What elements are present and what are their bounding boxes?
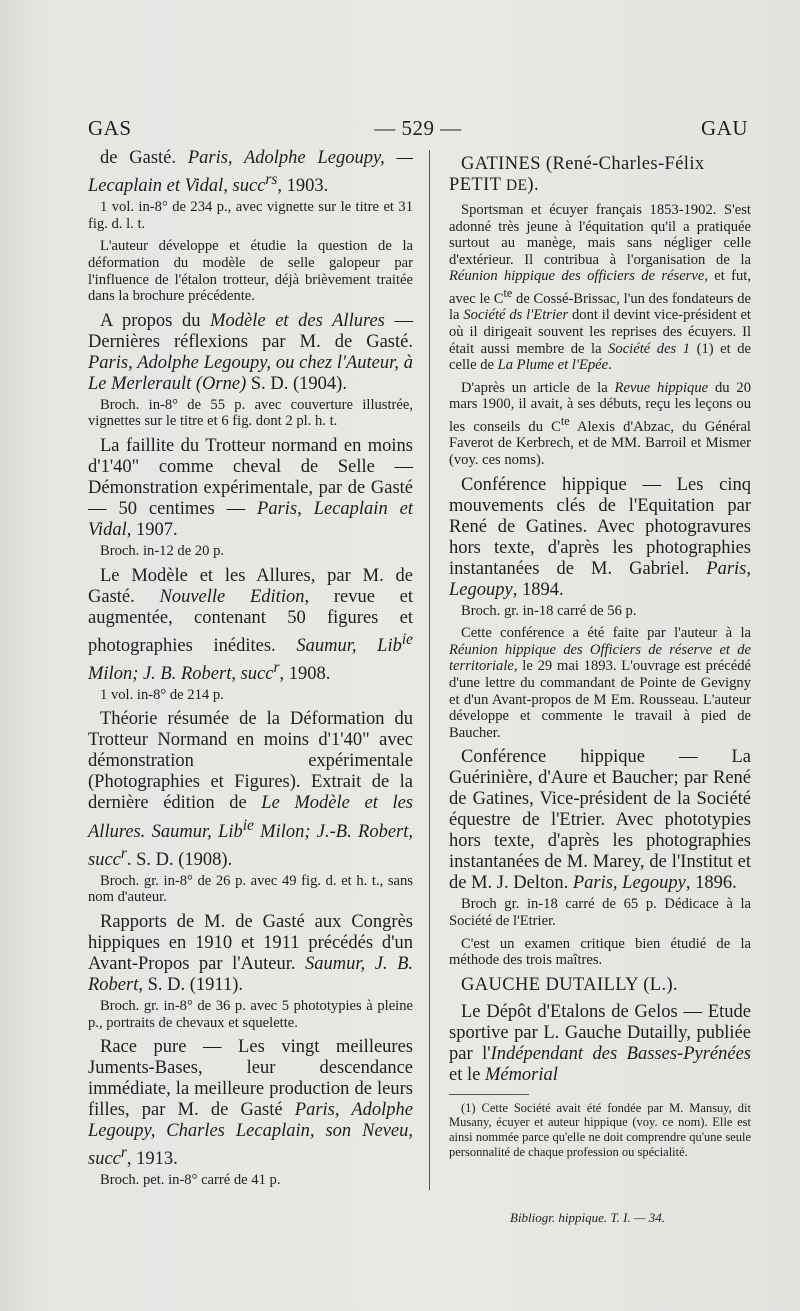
header-left-guide: GAS	[88, 116, 132, 140]
footnote: (1) Cette Société avait été fondée par M. Mansuy, dit Musany, écuyer et auteur hippique (voy. ce nom). Elle est ainsi nommée parce qu'elle ne doit comprendre qu'une seule personnalité de chaque profession ou spécialité.	[449, 1100, 751, 1159]
right-note-2: D'après un article de la Revue hippique du 20 mars 1900, il avait, à ses débuts, reçu les leçons ou les conseils du $C^{te}$ Alexis d'Abzac, du Général Faverot de Kerbrech, et de MM. Barroil et Mismer (voy. ces noms).	[449, 379, 751, 469]
left-entry-7: Le Modèle et les Allures, par M. de Gasté. Nouvelle Edition, revue et augmentée, contenant 50 figures et photographies inédites. Saumur, Lib$^{ie}$ Milon; J. B. Robert, succ$^r$, 1908.	[88, 565, 414, 684]
left-note-14: Broch. pet. in-8° carré de 41 p.	[100, 1172, 281, 1189]
running-header	[88, 116, 748, 144]
left-entry-5: La faillite du Trotteur normand en moins d'1'40" comme cheval de Selle — Démonstration expérimentale, par de Gasté — 50 centimes — Paris, Lecaplain et Vidal, 1907.	[88, 435, 413, 540]
footnote-rule	[449, 1094, 529, 1095]
right-note-8: C'est un examen critique bien étudié de la méthode des trois maîtres.	[449, 935, 751, 969]
left-note-2: L'auteur développe et étudie la question de la déformation du modèle de selle galopeur par l'influence de l'étalon trotteur, déjà brièvement traitée dans la brochure précédente.	[88, 238, 413, 305]
right-entry-3: Conférence hippique — Les cinq mouvements clés de l'Equitation par René de Gatines. Avec photogravures hors texte, d'après les photographies instantanées de M. Gabriel. Paris, Legoupy, 1894.	[449, 474, 751, 600]
left-entry-3: A propos du Modèle et des Allures — Dernières réflexions par M. de Gasté. Paris, Adolphe Legoupy, ou chez l'Auteur, à Le Merlerault (Orne) S. D. (1904).	[88, 310, 414, 394]
left-note-6: Broch. in-12 de 20 p.	[100, 542, 225, 559]
right-column	[449, 148, 751, 1159]
right-author-0: GATINES (René-Charles-Félix PETIT DE).	[449, 154, 705, 195]
header-right-guide: GAU	[701, 116, 748, 140]
right-note-4: Broch. gr. in-18 carré de 56 p.	[461, 602, 637, 619]
right-author-9: GAUCHE DUTAILLY (L.).	[461, 974, 679, 995]
left-note-10: Broch. gr. in-8° de 26 p. avec 49 fig. d. et h. t., sans nom d'auteur.	[88, 872, 413, 906]
right-note-5: Cette conférence a été faite par l'auteur à la Réunion hippique des Officiers de réserve et de territoriale, le 29 mai 1893. L'ouvrage est précédé d'une lettre du commandant de Pointe de Gevigny et d'un Avant-propos de M Em. Rousseau. L'auteur développe et commente le travail à pied de Baucher.	[449, 625, 751, 741]
right-entry-6: Conférence hippique — La Guérinière, d'Aure et Baucher; par René de Gatines, Vice-président de la Société équestre de l'Etrier. Avec phototypies hors texte, d'après les photographies instantanées de M. Marey, de l'Institut et de M. J. Delton. Paris, Legoupy, 1896.	[449, 747, 751, 894]
right-note-1: Sportsman et écuyer français 1853-1902. S'est adonné très jeune à l'équitation qu'il a pratiquée surtout au manège, mais sans négliger celle d'extérieur. Il contribua à l'organisation de la Réunion hippique des officiers de réserve, et fut, avec le $C^{te}$ de Cossé-Brissac, l'un des fondateurs de la Société ds l'Etrier dont il devint vice-président et où il dirigeait souvent les reprises des écuyers. Il était aussi membre de la Société des 1 (1) et de celle de La Plume et l'Epée.	[449, 202, 752, 374]
left-note-1: 1 vol. in-8° de 234 p., avec vignette sur le titre et 31 fig. d. l. t.	[88, 199, 413, 232]
right-note-7: Broch gr. in-18 carré de 65 p. Dédicace à la Société de l'Etrier.	[449, 896, 751, 929]
left-note-8: 1 vol. in-8° de 214 p.	[100, 686, 224, 703]
right-entry-10: Le Dépôt d'Etalons de Gelos — Etude sportive par L. Gauche Dutailly, publiée par l'Indépendant des Basses-Pyrénées et le Mémorial	[449, 1001, 751, 1085]
column-divider	[429, 150, 430, 1190]
left-column	[88, 148, 413, 1195]
left-entry-0: de Gasté. Paris, Adolphe Legoupy, — Lecaplain et Vidal, succ$^{rs}$, 1903.	[88, 148, 413, 197]
left-entry-13: Race pure — Les vingt meilleures Juments-Bases, leur descendance immédiate, la meilleure production de leurs filles, par M. de Gasté Paris, Adolphe Legoupy, Charles Lecaplain, son Neveu, succ$^r$, 1913.	[88, 1037, 413, 1170]
page-signature: Bibliogr. hippique. T. I. — 34.	[510, 1210, 666, 1225]
left-entry-9: Théorie résumée de la Déformation du Trotteur Normand en moins d'1'40" avec démonstration expérimentale (Photographies et Figures). Extrait de la dernière édition de Le Modèle et les Allures. Saumur, Lib$^{ie}$ Milon; J.-B. Robert, succ$^r$. S. D. (1908).	[88, 709, 413, 870]
page-number: — 529 —	[374, 116, 462, 140]
left-note-12: Broch. gr. in-8° de 36 p. avec 5 phototypies à pleine p., portraits de chevaux et squelette.	[88, 997, 413, 1031]
left-entry-11: Rapports de M. de Gasté aux Congrès hippiques en 1910 et 1911 précédés d'un Avant-Propos par l'Auteur. Saumur, J. B. Robert, S. D. (1911).	[88, 911, 413, 995]
left-note-4: Broch. in-8° de 55 p. avec couverture illustrée, vignettes sur le titre et 6 fig. dont 2 pl. h. t.	[88, 396, 413, 430]
